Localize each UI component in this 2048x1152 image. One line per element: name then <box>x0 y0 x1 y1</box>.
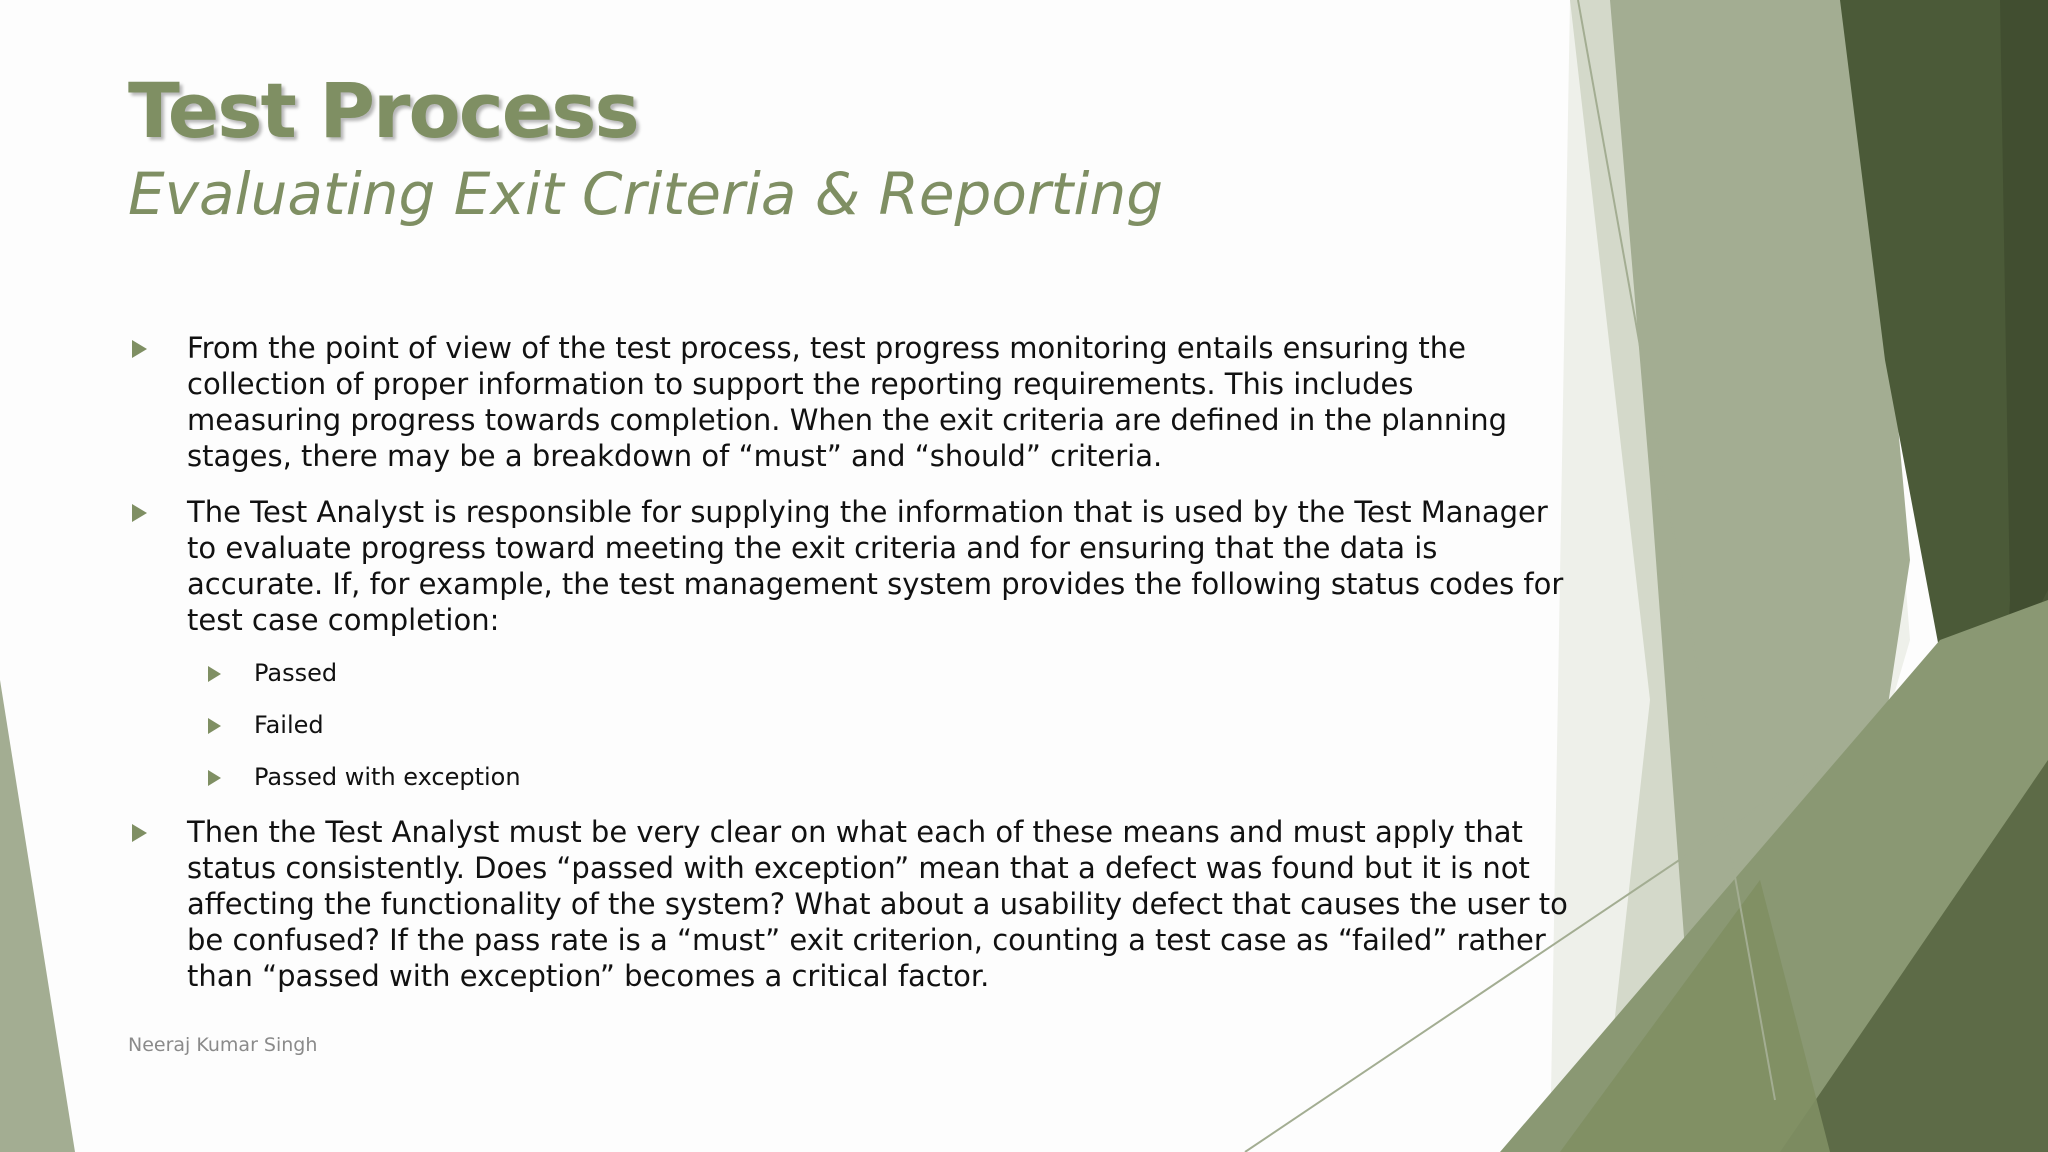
sub-bullet-text: Passed <box>254 659 338 687</box>
sub-bullet-item <box>128 762 1568 792</box>
sub-bullet-arrow-icon <box>208 770 221 786</box>
bullet-text: From the point of view of the test process, test progress monitoring entails ensuring the collection of proper information to support the reporting requirements. This includes measuring progress towards completion. When the exit criteria are defined in the planning stages, there may be a breakdown of “must” and “should” criteria. <box>187 331 1508 473</box>
bullet-arrow-icon <box>132 824 147 842</box>
bullet-arrow-icon <box>132 340 147 358</box>
left-shape <box>0 680 75 1152</box>
bullet-arrow-icon <box>132 504 147 522</box>
slide-subtitle: Evaluating Exit Criteria & Reporting <box>128 160 1164 228</box>
bullet-text: The Test Analyst is responsible for supplying the information that is used by the Test Manager to evaluate progress toward meeting the exit criteria and for ensuring that the data is accurate. If, for example, the test management system provides the following status codes for test case completion: <box>187 495 1564 637</box>
slide-content <box>128 330 1568 1014</box>
bullet-item <box>128 330 1568 474</box>
bullet-item <box>128 814 1568 994</box>
sub-bullet-arrow-icon <box>208 666 221 682</box>
status-code-list <box>128 658 1568 792</box>
bullet-text: Then the Test Analyst must be very clear on what each of these means and must apply that status consistently. Does “passed with exception” mean that a defect was found but it is not affecting the functionality of the system? What about a usability defect that causes the user to be confused? If the pass rate is a “must” exit criterion, counting a test case as “failed” rather than “passed with exception” becomes a critical factor. <box>187 815 1568 993</box>
sub-bullet-item <box>128 710 1568 740</box>
sub-bullet-item <box>128 658 1568 688</box>
sub-bullet-text: Passed with exception <box>254 763 521 791</box>
footer-author: Neeraj Kumar Singh <box>128 1034 318 1056</box>
sub-bullet-arrow-icon <box>208 718 221 734</box>
bullet-item <box>128 494 1568 638</box>
sub-bullet-text: Failed <box>254 711 324 739</box>
slide-title: Test Process <box>128 66 638 155</box>
